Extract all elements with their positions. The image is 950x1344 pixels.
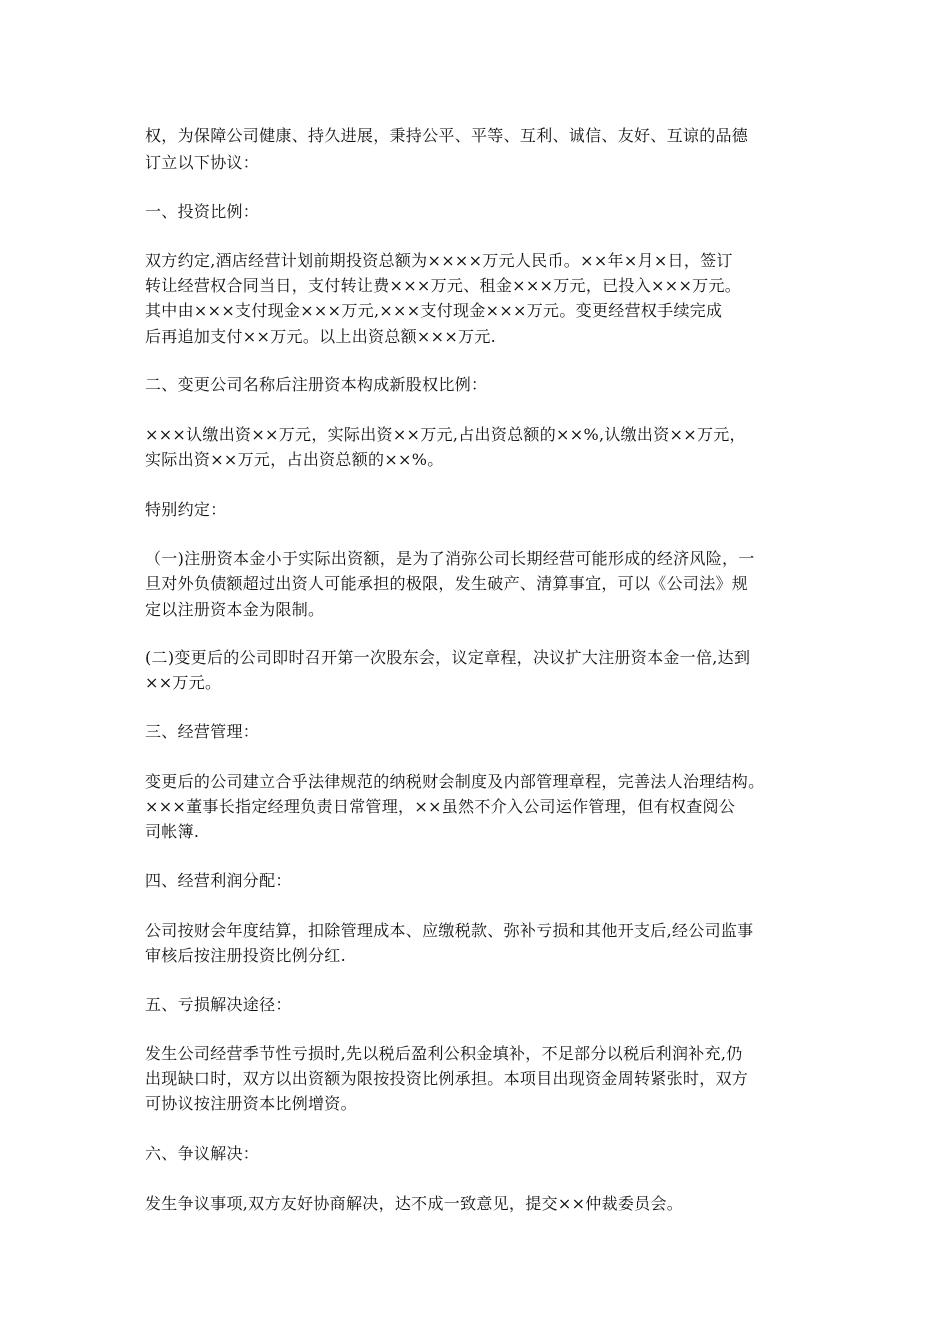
paragraph-line: ×××董事长指定经理负责日常管理，××虽然不介入公司运作管理，但有权查阅公 xyxy=(145,797,736,816)
section-heading: 五、亏损解决途径： xyxy=(145,995,292,1014)
paragraph-line: 双方约定,酒店经营计划前期投资总额为××××万元人民币。××年×月×日，签订 xyxy=(145,251,733,270)
paragraph-line: 旦对外负债额超过出资人可能承担的极限，发生破产、清算事宜，可以《公司法》规 xyxy=(145,574,749,593)
paragraph-line: 发生公司经营季节性亏损时,先以税后盈利公积金填补，不足部分以税后利润补充,仍 xyxy=(145,1044,743,1063)
paragraph-line: 司帐簿. xyxy=(145,822,200,841)
intro-line: 权，为保障公司健康、持久进展，秉持公平、平等、互利、诚信、友好、互谅的品德 xyxy=(145,126,749,145)
section-heading: 三、经营管理： xyxy=(145,722,260,741)
paragraph-line: ××万元。 xyxy=(145,673,222,692)
section-heading: 六、争议解决： xyxy=(145,1144,260,1163)
paragraph-line: ×××认缴出资××万元，实际出资××万元,占出资总额的××%,认缴出资××万元， xyxy=(145,425,746,444)
section-heading: 四、经营利润分配： xyxy=(145,871,292,890)
section-heading: 一、投资比例： xyxy=(145,202,260,221)
paragraph-line: 转让经营权合同当日，支付转让费×××万元、租金×××万元，已投入×××万元。 xyxy=(145,276,742,295)
paragraph-line: 变更后的公司建立合乎法律规范的纳税财会制度及内部管理章程，完善法人治理结构。 xyxy=(145,772,765,791)
paragraph-line: 可协议按注册资本比例增资。 xyxy=(145,1094,357,1113)
paragraph-line: 公司按财会年度结算，扣除管理成本、应缴税款、弥补亏损和其他开支后,经公司监事 xyxy=(145,921,754,940)
paragraph-line: 出现缺口时，双方以出资额为限按投资比例承担。本项目出现资金周转紧张时，双方 xyxy=(145,1069,749,1088)
paragraph-line: 发生争议事项,双方友好协商解决，达不成一致意见，提交××仲裁委员会。 xyxy=(145,1194,684,1213)
paragraph-line: （一)注册资本金小于实际出资额，是为了消弥公司长期经营可能形成的经济风险，一 xyxy=(145,549,755,568)
paragraph-line: 审核后按注册投资比例分红. xyxy=(145,946,346,965)
section-heading: 二、变更公司名称后注册资本构成新股权比例： xyxy=(145,375,488,394)
paragraph-line: 后再追加支付××万元。以上出资总额×××万元. xyxy=(145,327,497,346)
paragraph-line: (二)变更后的公司即时召开第一次股东会，议定章程，决议扩大注册资本金一倍,达到 xyxy=(145,648,751,667)
paragraph-line: 定以注册资本金为限制。 xyxy=(145,600,325,619)
paragraph-line: 实际出资××万元，占出资总额的××%。 xyxy=(145,450,444,469)
intro-line: 订立以下协议： xyxy=(145,153,260,172)
section-heading: 特别约定： xyxy=(145,500,227,519)
paragraph-line: 其中由×××支付现金×××万元,×××支付现金×××万元。变更经营权手续完成 xyxy=(145,301,723,320)
